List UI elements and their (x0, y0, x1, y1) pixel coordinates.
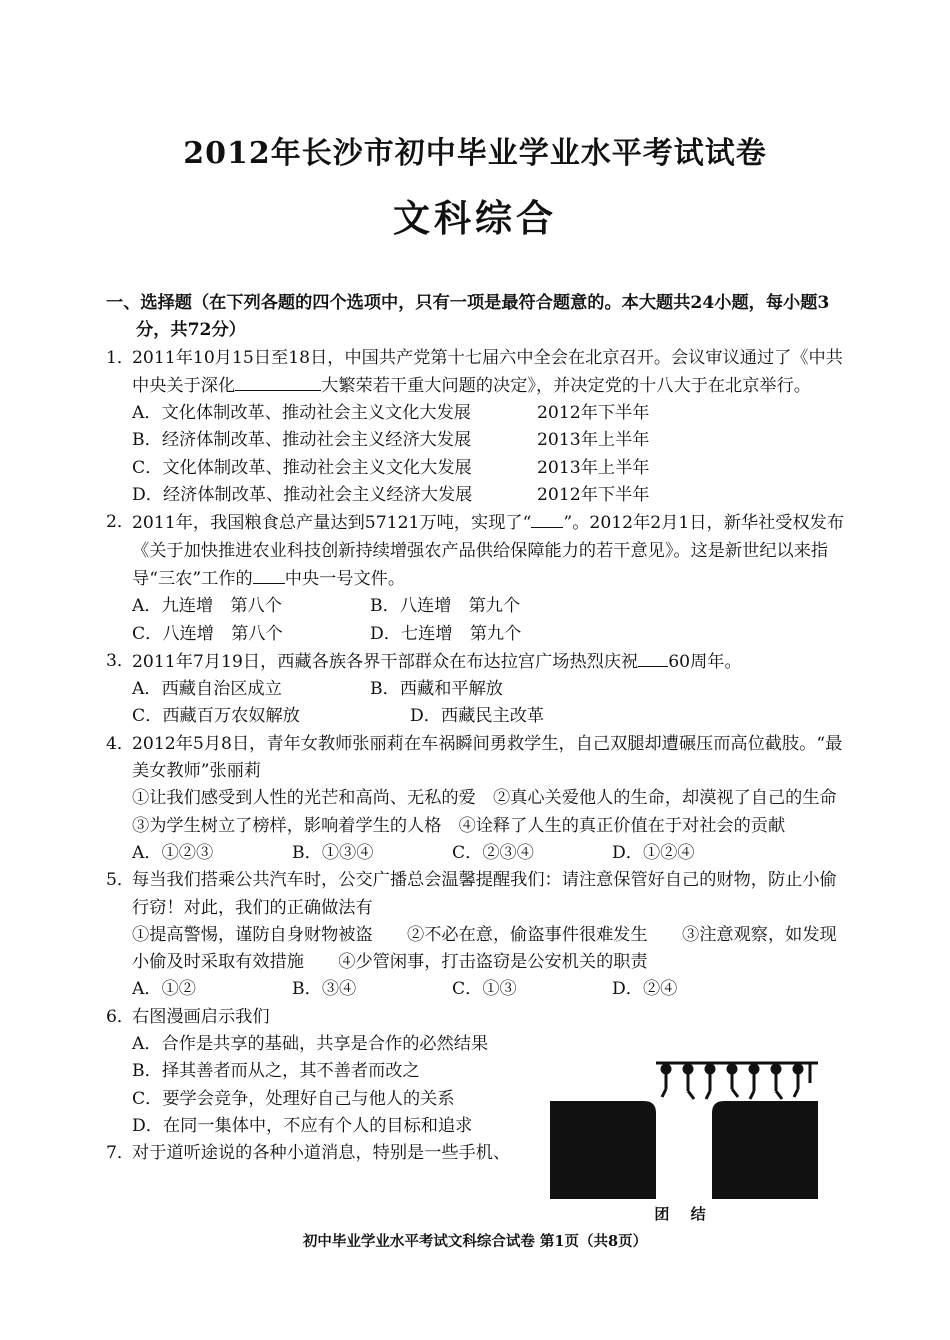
question-stem: 对于道听途说的各种小道消息，特别是一些手机、 (132, 1143, 511, 1164)
cartoon-caption: 团 结 (654, 1205, 714, 1223)
question-stem: 每当我们搭乘公共汽车时，公交广播总会温馨提醒我们：请注意保管好自己的财物，防止小偷行窃！对此，我们的正确做法有 (132, 870, 837, 918)
question-stem: 2012年5月8日，青年女教师张丽莉在车祸瞬间勇救学生，自己双腿却遭碾压而高位截肢。“最美女教师”张丽莉 (132, 733, 843, 782)
option-row: D．在同一集体中，不应有个人的目标和追求 (132, 1115, 473, 1136)
answer-blank (235, 372, 321, 391)
question-items: ①让我们感受到人性的光芒和高尚、无私的爱 ②真心关爱他人的生命，却漠视了自己的生命 ③为学生树立了榜样，影响着学生的人格 ④诠释了人生的真正价值在于对社会的贡献 (132, 788, 854, 836)
question-number: 4． (106, 733, 135, 754)
option-row: C．八连增 第八个 D．七连增 第九个 (132, 623, 522, 644)
answer-blank (253, 565, 285, 584)
page-footer: 初中毕业学业水平考试文科综合试卷 第1页（共8页） (302, 1233, 648, 1250)
question-number: 1． (106, 347, 135, 368)
human-chain (656, 1063, 818, 1099)
option-row: C．西藏百万农奴解放 D．西藏民主改革 (132, 706, 545, 727)
option-row: D．经济体制改革、推动社会主义经济大发展 2012年下半年 (132, 485, 650, 506)
question-stem: 2011年，我国粮食总产量达到57121万吨，实现了“ ”。2012年2月1日，新华社受权发布《关于加快推进农业科技创新持续增强农产品供给保障能力的若干意见》。这是新世纪以来指导“三农”工作的 中央一号文件。 (132, 509, 848, 593)
question-stem: 2011年7月19日，西藏各族各界干部群众在布达拉宫广场热烈庆祝 60周年。 (132, 648, 848, 676)
question-stem: 右图漫画启示我们 (132, 1006, 270, 1027)
cartoon-image (548, 1053, 820, 1203)
question-1 (106, 345, 848, 510)
question-2 (106, 509, 848, 647)
question-4 (106, 731, 854, 867)
question-number: 5． (106, 870, 135, 891)
question-number: 2． (106, 512, 135, 533)
section-heading: 一、选择题（在下列各题的四个选项中，只有一项是最符合题意的。本大题共24小题，每小题3分，共72分） (106, 293, 830, 341)
question-5 (106, 867, 848, 1003)
cartoon-unity (548, 1053, 820, 1231)
question-3 (106, 648, 848, 731)
answer-blank (638, 648, 668, 667)
option-row: B．择其善者而从之，其不善者而改之 (132, 1061, 420, 1082)
option-row: C．文化体制改革、推动社会主义文化大发展 2013年上半年 (132, 457, 650, 478)
question-stem: 2011年10月15日至18日，中国共产党第十七届六中全会在北京召开。会议审议通过了《中共中央关于深化 大繁荣若干重大问题的决定》，并决定党的十八大于在北京举行。 (132, 347, 843, 396)
option-row: A．①②③ B．①③④ C．②③④ D．①②④ (132, 842, 695, 863)
option-row: A．九连增 第八个 B．八连增 第九个 (132, 596, 521, 617)
option-row: C．要学会竞争，处理好自己与他人的关系 (132, 1088, 455, 1109)
question-number: 3． (106, 650, 135, 671)
option-row: A．文化体制改革、推动社会主义文化大发展 2012年下半年 (132, 403, 650, 424)
question-number: 7． (106, 1143, 135, 1164)
exam-title: 2012年长沙市初中毕业学业水平考试试卷 (183, 136, 767, 171)
exam-content (106, 290, 854, 1168)
question-number: 6． (106, 1006, 135, 1027)
question-items: ①提高警惕，谨防自身财物被盗 ②不必在意，偷盗事件很难发生 ③注意观察，如发现小偷及时采取有效措施 ④少管闲事，打击盗窃是公安机关的职责 (132, 924, 837, 973)
answer-blank (531, 509, 563, 528)
option-row: A．①② B．③④ C．①③ D．②④ (132, 979, 678, 1000)
exam-subject: 文科综合 (393, 197, 557, 240)
option-row: A．合作是共享的基础，共享是合作的必然结果 (132, 1034, 489, 1055)
option-row: B．经济体制改革、推动社会主义经济大发展 2013年上半年 (132, 430, 650, 451)
left-cliff (550, 1101, 656, 1199)
option-row: A．西藏自治区成立 B．西藏和平解放 (132, 679, 503, 700)
right-cliff (712, 1101, 818, 1199)
